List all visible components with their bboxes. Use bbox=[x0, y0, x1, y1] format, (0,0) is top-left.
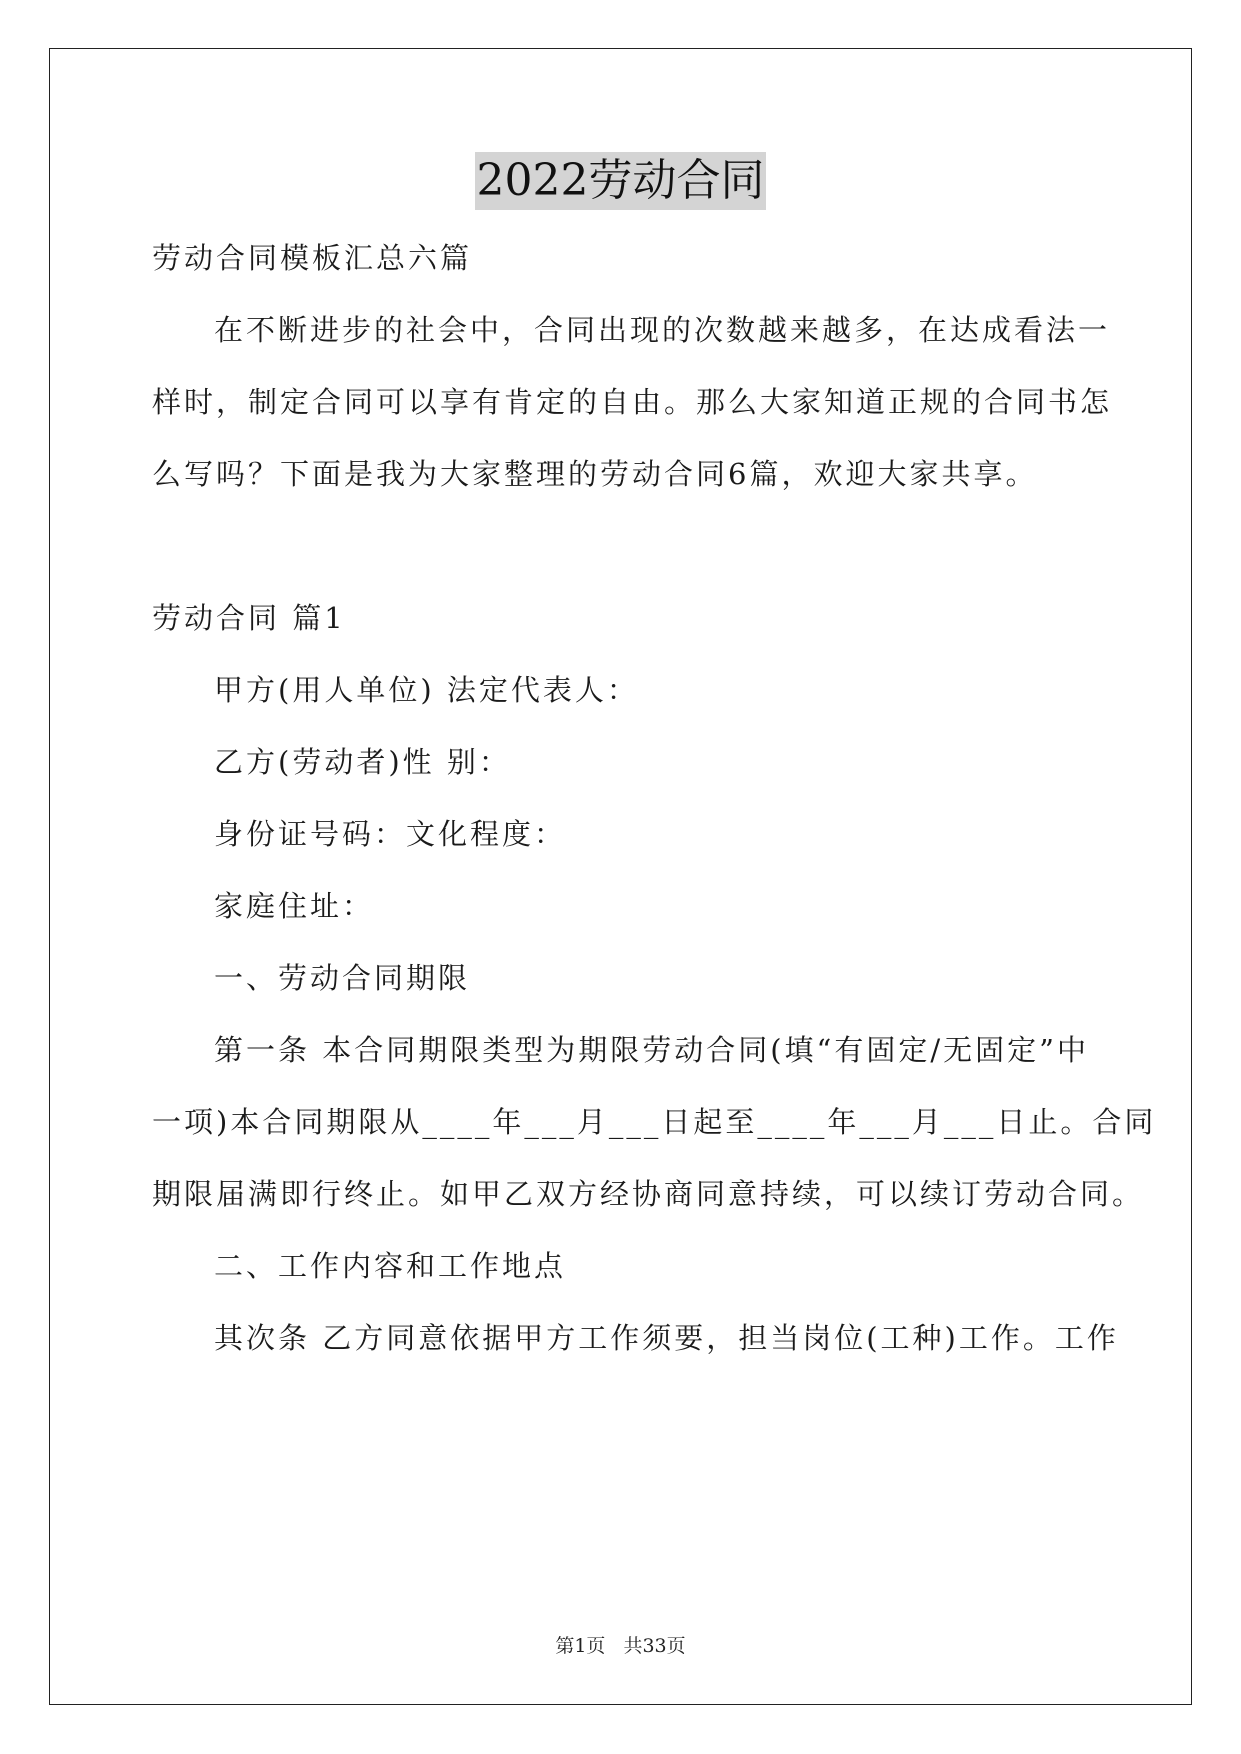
article-2-line-1: 其次条 乙方同意依据甲方工作须要，担当岗位(工种)工作。工作 bbox=[214, 1321, 1119, 1355]
clause-heading-2: 二、工作内容和工作地点 bbox=[214, 1249, 567, 1283]
party-a-line: 甲方(用人单位) 法定代表人： bbox=[214, 673, 639, 707]
party-b-line: 乙方(劳动者)性 别： bbox=[214, 745, 511, 779]
title-container bbox=[0, 152, 1241, 210]
page-border bbox=[49, 48, 1192, 1705]
subtitle-line: 劳动合同模板汇总六篇 bbox=[152, 241, 473, 275]
intro-line-1: 在不断进步的社会中，合同出现的次数越来越多，在达成看法一 bbox=[214, 313, 1111, 347]
section-heading: 劳动合同 篇1 bbox=[152, 601, 346, 635]
page-number: 第1页 bbox=[555, 1635, 606, 1657]
article-1-line-1: 第一条 本合同期限类型为期限劳动合同(填“有固定/无固定”中 bbox=[214, 1033, 1089, 1067]
id-number-line: 身份证号码：文化程度： bbox=[214, 817, 567, 851]
intro-line-2: 样时，制定合同可以享有肯定的自由。那么大家知道正规的合同书怎 bbox=[152, 385, 1113, 419]
page-total: 共33页 bbox=[623, 1635, 686, 1657]
article-1-line-3: 期限届满即行终止。如甲乙双方经协商同意持续，可以续订劳动合同。 bbox=[152, 1177, 1145, 1211]
clause-heading-1: 一、劳动合同期限 bbox=[214, 961, 471, 995]
intro-line-3: 么写吗？下面是我为大家整理的劳动合同6篇，欢迎大家共享。 bbox=[152, 457, 1038, 491]
page-footer bbox=[0, 1631, 1241, 1658]
address-line: 家庭住址： bbox=[214, 889, 375, 923]
document-title: 2022劳动合同 bbox=[475, 152, 767, 210]
article-1-line-2: 一项)本合同期限从____年___月___日起至____年___月___日止。合同 bbox=[152, 1105, 1157, 1139]
